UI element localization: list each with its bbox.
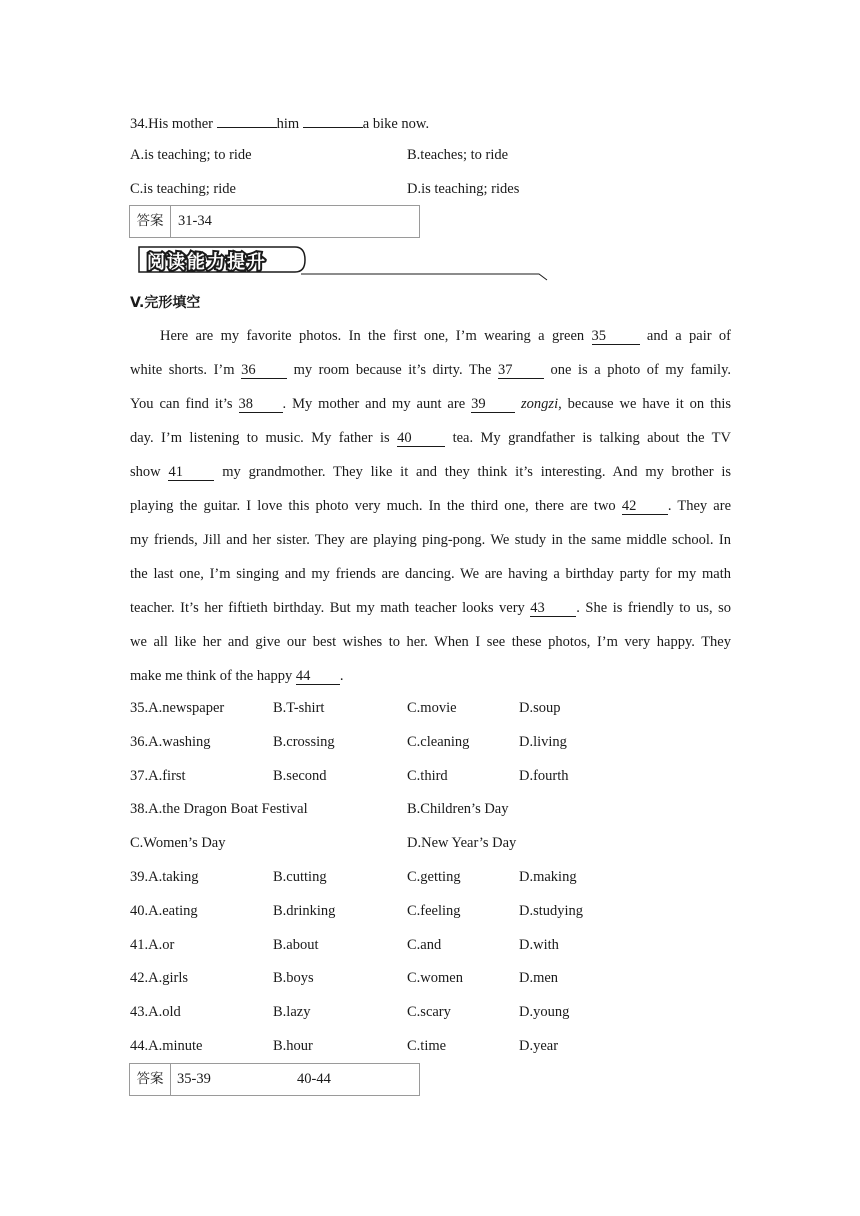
cloze-blank: 43 <box>530 601 576 617</box>
question-option: D.making <box>519 869 577 885</box>
question-option: D.young <box>519 1004 570 1020</box>
question-option: C.third <box>407 768 448 784</box>
question-34-option-c: C.is teaching; ride <box>130 181 236 197</box>
question-option: B.crossing <box>273 734 335 750</box>
answer-range: 31-34 <box>178 213 212 229</box>
question-34-option-b: B.teaches; to ride <box>407 147 509 163</box>
cloze-blank: 38 <box>239 397 283 413</box>
question-option: D.soup <box>519 700 561 716</box>
question-option: 42.A.girls <box>130 970 188 986</box>
question-option: D.living <box>519 734 567 750</box>
banner-title: 阅读能力提升 <box>147 252 267 273</box>
cloze-blank: 41 <box>168 465 214 481</box>
passage-line: show 41 my grandmother. They like it and they think it’s interesting. And my brother is <box>130 464 731 480</box>
question-option: D.New Year’s Day <box>407 835 517 851</box>
answer-range: 35-39 <box>177 1071 211 1087</box>
question-option: B.Children’s Day <box>407 801 509 817</box>
answer-box <box>129 1063 420 1096</box>
cloze-blank: 39 <box>471 397 515 413</box>
question-option: 39.A.taking <box>130 869 199 885</box>
question-option: C.Women’s Day <box>130 835 226 851</box>
question-option: 37.A.first <box>130 768 186 784</box>
question-34-stem: 34.His mother him a bike now. <box>130 113 429 133</box>
section-title: V.完形填空 <box>130 295 201 311</box>
answer-label: 答案 <box>130 206 171 237</box>
question-option: B.about <box>273 937 319 953</box>
passage-line: white shorts. I’m 36 my room because it’s dirty. The 37 one is a photo of my family. <box>130 362 732 378</box>
cloze-blank: 36 <box>241 363 287 379</box>
cloze-blank: 42 <box>622 499 668 515</box>
question-option: B.hour <box>273 1038 313 1054</box>
question-option: 43.A.old <box>130 1004 181 1020</box>
cloze-blank: 44 <box>296 669 340 685</box>
passage-line: we all like her and give our best wishes to her. When I see these photos, I’m very happy. They <box>130 634 731 650</box>
section-banner <box>135 244 550 284</box>
passage-line: Here are my favorite photos. In the first one, I’m wearing a green 35 and a pair of <box>160 328 732 344</box>
question-option: C.feeling <box>407 903 461 919</box>
question-option: C.women <box>407 970 463 986</box>
question-option: 38.A.the Dragon Boat Festival <box>130 801 308 817</box>
question-option: D.fourth <box>519 768 569 784</box>
answer-label: 答案 <box>130 1064 171 1095</box>
question-option: D.studying <box>519 903 584 919</box>
question-option: C.getting <box>407 869 461 885</box>
question-option: C.scary <box>407 1004 451 1020</box>
passage-line: teacher. It’s her fiftieth birthday. But my math teacher looks very 43 . She is friendly to us, so <box>130 600 731 616</box>
question-option: D.year <box>519 1038 559 1054</box>
question-option: C.and <box>407 937 442 953</box>
question-option: 40.A.eating <box>130 903 198 919</box>
question-option: C.cleaning <box>407 734 470 750</box>
cloze-blank: 37 <box>498 363 544 379</box>
cloze-blank: 40 <box>397 431 445 447</box>
question-34-option-a: A.is teaching; to ride <box>130 147 252 163</box>
answer-box <box>129 205 420 238</box>
question-option: B.T-shirt <box>273 700 325 716</box>
question-option: B.lazy <box>273 1004 311 1020</box>
question-option: 36.A.washing <box>130 734 211 750</box>
question-option: B.cutting <box>273 869 327 885</box>
answer-range: 40-44 <box>297 1071 331 1087</box>
question-option: 41.A.or <box>130 937 175 953</box>
cloze-blank: 35 <box>592 329 640 345</box>
passage-line: day. I’m listening to music. My father is 40 tea. My grandfather is talking about the TV <box>130 430 732 446</box>
question-34-option-d: D.is teaching; rides <box>407 181 520 197</box>
question-option: 44.A.minute <box>130 1038 203 1054</box>
question-option: D.men <box>519 970 559 986</box>
passage-line: playing the guitar. I love this photo very much. In the third one, there are two 42 . They are <box>130 498 732 514</box>
passage-line: my friends, Jill and her sister. They are playing ping-pong. We study in the same middle school. In <box>130 532 731 548</box>
passage-line: You can find it’s 38 . My mother and my aunt are 39 zongzi, because we have it on this <box>130 396 732 412</box>
passage-line: make me think of the happy 44 . <box>130 668 344 684</box>
answer-blank <box>303 113 363 128</box>
question-option: D.with <box>519 937 559 953</box>
question-option: 35.A.newspaper <box>130 700 225 716</box>
question-option: B.drinking <box>273 903 336 919</box>
question-option: B.second <box>273 768 327 784</box>
question-option: C.movie <box>407 700 457 716</box>
passage-line: the last one, I’m singing and my friends are dancing. We are having a birthday party for my math <box>130 566 731 582</box>
question-option: B.boys <box>273 970 314 986</box>
question-option: C.time <box>407 1038 447 1054</box>
answer-blank <box>217 113 277 128</box>
